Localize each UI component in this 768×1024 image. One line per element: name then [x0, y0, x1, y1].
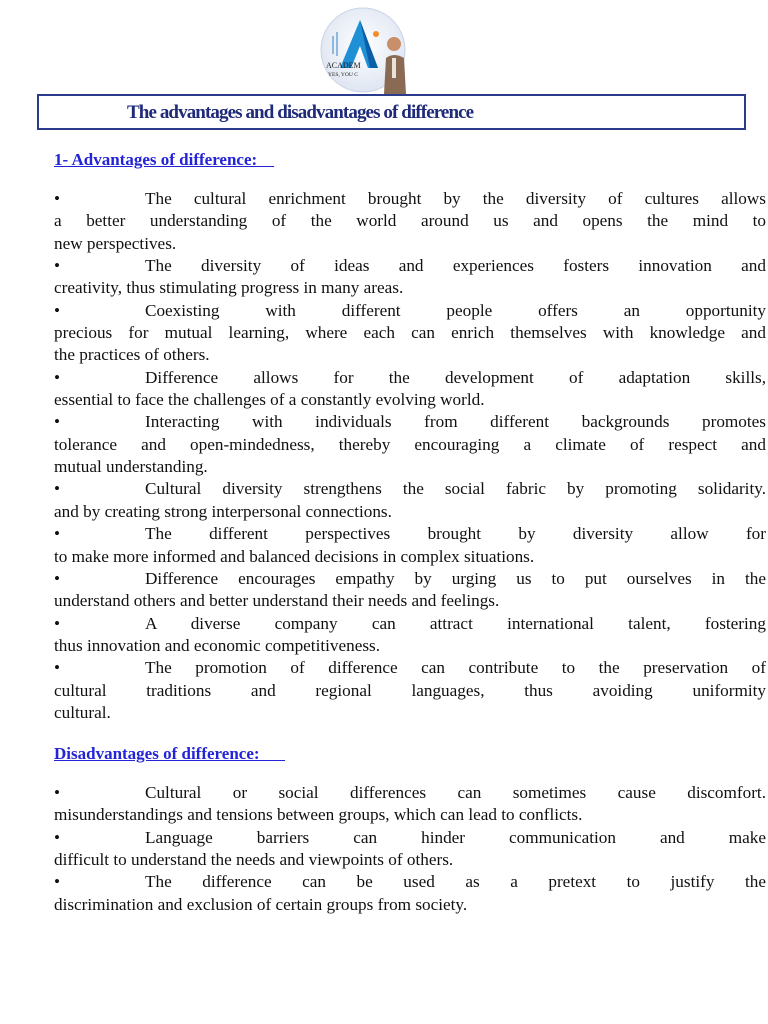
list-item-continuation: [54, 849, 766, 871]
list-item-continuation: [54, 344, 766, 366]
item-text: understand others and better understand their needs and feelings.: [54, 591, 500, 611]
item-text: thus innovation and economic competitiveness.: [54, 635, 381, 655]
item-text: The cultural enrichment brought by the diversity of cultures allows: [145, 189, 766, 208]
list-item: [54, 827, 766, 849]
list-item-continuation: [54, 210, 766, 232]
list-item: [54, 523, 766, 545]
item-text: A diverse company can attract international talent, fostering: [145, 613, 766, 633]
list-item-continuation: [54, 233, 766, 255]
advantages-list: [54, 188, 766, 724]
list-item-continuation: [54, 546, 766, 568]
item-text: Cultural or social differences can sometimes cause discomfort.: [145, 783, 766, 802]
advantages-heading: 1- Advantages of difference:: [54, 150, 275, 169]
logo-line1: ACADEM: [326, 61, 361, 70]
list-item-continuation: [54, 456, 766, 478]
list-item-continuation: [54, 322, 766, 344]
list-item-continuation: [54, 590, 766, 612]
item-text: and by creating strong interpersonal connections.: [54, 501, 392, 521]
list-item-continuation: [54, 635, 766, 657]
disadvantages-heading: Disadvantages of difference:: [54, 744, 286, 763]
bullet-icon: •: [54, 613, 61, 633]
list-item-continuation: [54, 501, 766, 523]
item-text: a better understanding of the world around us and opens the mind to: [54, 211, 766, 231]
item-text: Cultural diversity strengthens the social fabric by promoting solidarity.: [145, 479, 766, 499]
bullet-icon: •: [54, 412, 61, 432]
list-item: [54, 657, 766, 679]
list-item: [54, 300, 766, 322]
disadvantages-list: [54, 782, 766, 916]
item-text: The promotion of difference can contribute to the preservation of: [145, 658, 766, 678]
academy-logo: [318, 6, 408, 94]
item-text: precious for mutual learning, where each can enrich themselves with knowledge and: [54, 323, 766, 343]
item-text: tolerance and open-mindedness, thereby encouraging a climate of respect and: [54, 434, 766, 454]
bullet-icon: •: [54, 658, 61, 678]
list-item: [54, 411, 766, 433]
item-text: difficult to understand the needs and viewpoints of others.: [54, 850, 454, 870]
list-item-continuation: [54, 434, 766, 456]
list-item: [54, 478, 766, 500]
title-box: [37, 94, 746, 130]
item-text: essential to face the challenges of a constantly evolving world.: [54, 390, 485, 410]
bullet-icon: •: [54, 367, 61, 387]
list-item-continuation: [54, 804, 766, 826]
list-item: [54, 613, 766, 635]
list-item-continuation: [54, 389, 766, 411]
item-text: The different perspectives brought by diversity allow for: [145, 524, 766, 544]
bullet-icon: •: [54, 783, 61, 802]
list-item-continuation: [54, 277, 766, 299]
bullet-icon: •: [54, 827, 61, 847]
bullet-icon: •: [54, 256, 61, 276]
item-text: Difference allows for the development of adaptation skills,: [145, 367, 766, 387]
item-text: to make more informed and balanced decisions in complex situations.: [54, 546, 535, 566]
list-item-continuation: [54, 894, 766, 916]
item-text: Language barriers can hinder communication and make: [145, 827, 766, 847]
logo-emblem-icon: [318, 6, 408, 94]
item-text: Difference encourages empathy by urging us to put ourselves in the: [145, 568, 766, 588]
item-text: mutual understanding.: [54, 457, 208, 477]
bullet-icon: •: [54, 189, 61, 208]
item-text: cultural.: [54, 702, 111, 722]
list-item: [54, 871, 766, 893]
item-text: discrimination and exclusion of certain groups from society.: [54, 894, 468, 914]
item-text: Coexisting with different people offers an opportunity: [145, 300, 766, 320]
item-text: creativity, thus stimulating progress in many areas.: [54, 278, 404, 298]
item-text: The difference can be used as a pretext to justify the: [145, 872, 766, 892]
logo-line2: YES, YOU C: [328, 72, 358, 78]
item-text: new perspectives.: [54, 233, 177, 253]
list-item: [54, 255, 766, 277]
list-item-continuation: [54, 680, 766, 702]
item-text: the practices of others.: [54, 345, 210, 365]
item-text: cultural traditions and regional languages, thus avoiding uniformity: [54, 680, 766, 700]
list-item: [54, 782, 766, 804]
item-text: The diversity of ideas and experiences fosters innovation and: [145, 256, 766, 276]
item-text: misunderstandings and tensions between groups, which can lead to conflicts.: [54, 805, 583, 825]
bullet-icon: •: [54, 300, 61, 320]
item-text: Interacting with individuals from different backgrounds promotes: [145, 412, 766, 432]
list-item: [54, 188, 766, 210]
bullet-icon: •: [54, 872, 61, 892]
list-item: [54, 568, 766, 590]
bullet-icon: •: [54, 568, 61, 588]
list-item: [54, 367, 766, 389]
bullet-icon: •: [54, 479, 61, 499]
list-item-continuation: [54, 702, 766, 724]
page-title: The advantages and disadvantages of difference: [127, 102, 474, 123]
bullet-icon: •: [54, 524, 61, 544]
